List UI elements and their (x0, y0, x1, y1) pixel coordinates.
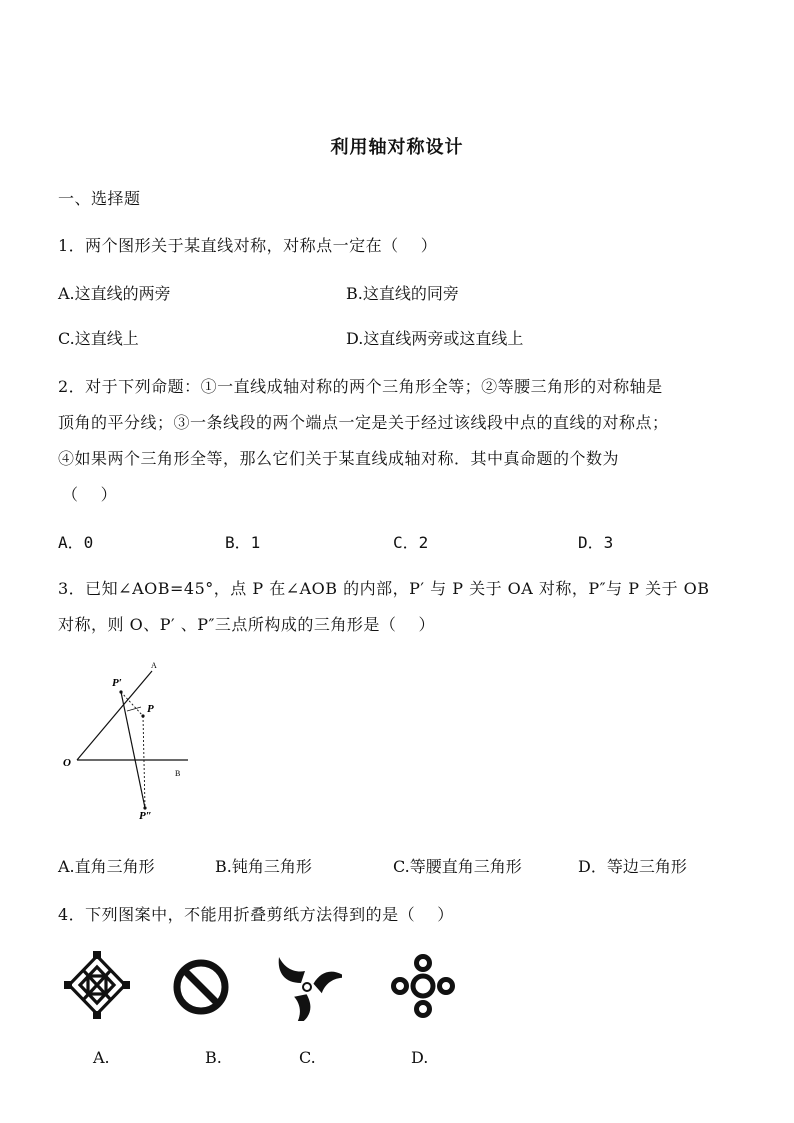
label-a: A (151, 661, 157, 670)
q3-option-b: B.钝角三角形 (215, 857, 312, 876)
q2-line-3: ④如果两个三角形全等，那么它们关于某直线成轴对称．其中真命题的个数为 (58, 449, 620, 468)
q1-option-a: A.这直线的两旁 (58, 284, 171, 303)
knot-pattern-icon (63, 950, 131, 1020)
q4-caption-a: A. (93, 1048, 110, 1067)
q2-option-a: A．0 (58, 533, 94, 552)
label-o: O (63, 757, 71, 769)
tick-mark (127, 707, 141, 711)
q1-option-d: D.这直线两旁或这直线上 (346, 329, 524, 348)
q3-line-1: 3．已知∠AOB=45°，点 P 在∠AOB 的内部，P′ 与 P 关于 OA 对称，P″与 P 关于 OB (58, 579, 710, 598)
q2-option-d: D．3 (578, 533, 614, 552)
q4-stem: 4．下列图案中，不能用折叠剪纸方法得到的是（ ） (58, 905, 454, 924)
q2-line-2: 顶角的平分线；③一条线段的两个端点一定是关于经过该线段中点的直线的对称点； (58, 413, 669, 432)
q3-line-2: 对称，则 O、P′ 、P″三点所构成的三角形是（ ） (58, 615, 436, 634)
q3-angle-figure (55, 655, 205, 825)
q2-line-4: （ ） (62, 485, 118, 504)
label-b: B (175, 769, 181, 778)
q4-caption-b: B. (205, 1048, 222, 1067)
label-p-prime: P′ (112, 677, 122, 689)
q2-line-1: 2．对于下列命题：①一直线成轴对称的两个三角形全等；②等腰三角形的对称轴是 (58, 377, 663, 396)
page-title: 利用轴对称设计 (330, 137, 464, 158)
q1-stem: 1．两个图形关于某直线对称，对称点一定在（ ） (58, 236, 438, 255)
four-circle-pattern-icon (390, 953, 456, 1019)
label-p: P (147, 703, 154, 715)
q4-caption-c: C. (299, 1048, 316, 1067)
q2-option-b: B．1 (225, 533, 261, 552)
point-p (141, 714, 144, 717)
q1-option-c: C.这直线上 (58, 329, 139, 348)
section-heading: 一、选择题 (58, 189, 141, 208)
q1-option-b: B.这直线的同旁 (346, 284, 459, 303)
prohibition-sign-icon (172, 958, 230, 1016)
pinwheel-pattern-icon (272, 953, 342, 1021)
q2-option-c: C．2 (393, 533, 429, 552)
q3-option-d: D．等边三角形 (578, 857, 687, 876)
segment-p-p2 (143, 716, 145, 808)
q4-caption-d: D. (411, 1048, 429, 1067)
q3-option-c: C.等腰直角三角形 (393, 857, 522, 876)
point-p1 (119, 690, 122, 693)
q3-option-a: A.直角三角形 (58, 857, 155, 876)
label-p-double-prime: P″ (139, 810, 152, 822)
